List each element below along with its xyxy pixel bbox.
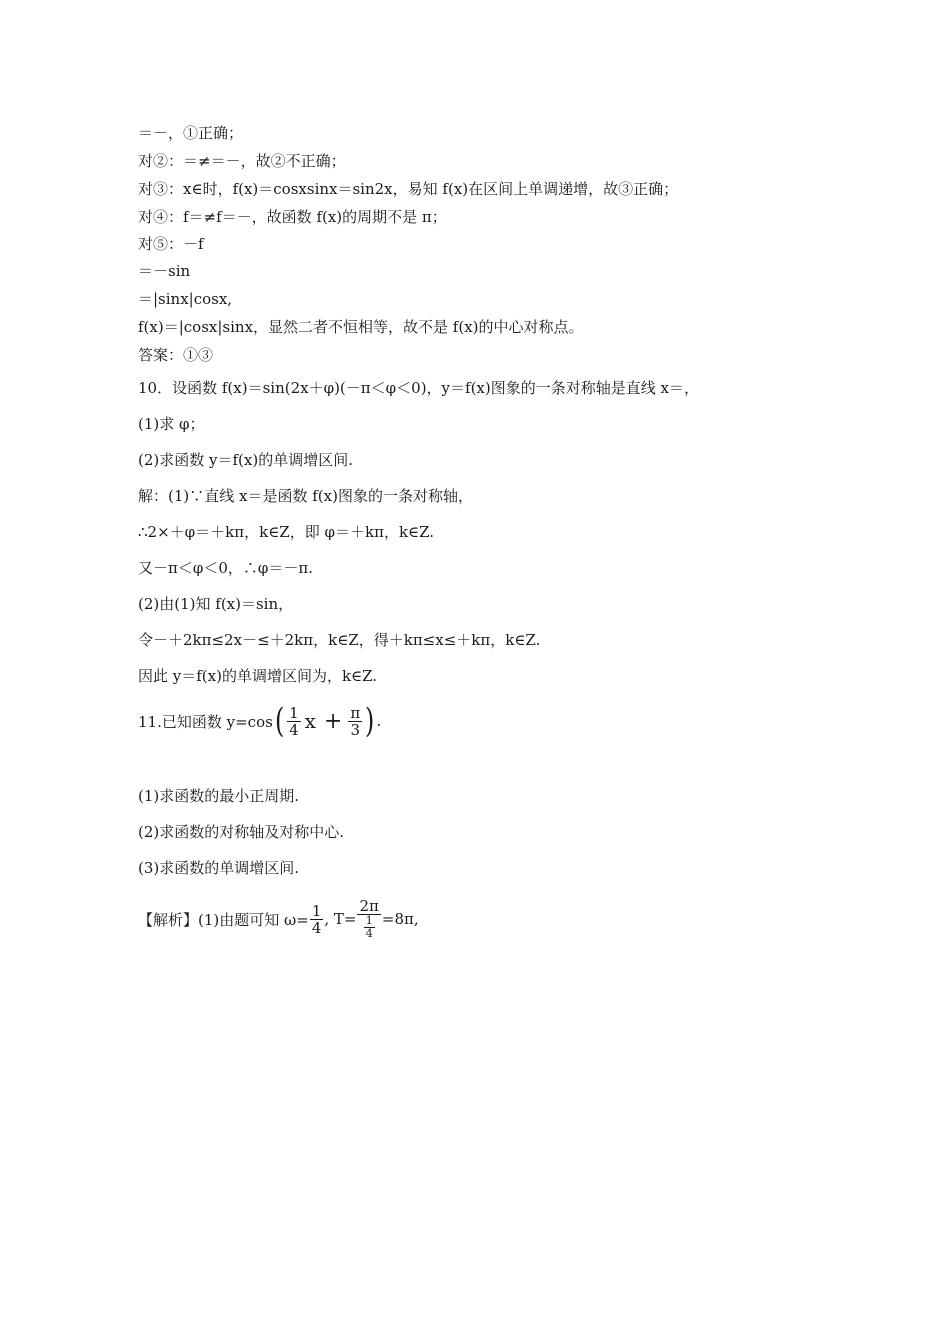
question-10-part-1: (1)求 φ； [138,415,205,433]
solution-line: 又－π＜φ＜0，∴φ＝－π. [138,559,314,577]
right-paren: ) [365,701,375,741]
solution-line: (2)由(1)知 f(x)＝sin， [138,595,294,613]
text-line: 对③：x∈时，f(x)＝cosxsinx＝sin2x，易知 f(x)在区间上单调递增，故③正确； [138,180,679,198]
plus-sign: + [323,708,343,734]
period-fraction: $\frac{2\pi}{\frac{1}{4}}$ [359,897,379,940]
solution-line: 因此 y＝f(x)的单调增区间为，k∈Z. [138,667,378,685]
answer-line: 答案：①③ [138,346,214,364]
period-denominator-fraction: $\frac{1}{4}$ [365,914,373,940]
text-line: 对④：f＝≠f＝－，故函数 f(x)的周期不是 π； [138,208,447,226]
fraction-one-quarter: $\frac{1}{4}$ [289,703,299,739]
text-line: ＝－，①正确； [138,124,244,142]
text-line: f(x)＝|cosx|sinx，显然二者不恒相等，故不是 f(x)的中心对称点。 [138,318,584,336]
text-line: 对②：＝≠＝－，故②不正确； [138,152,346,170]
question-11-title [138,702,381,740]
text-line: ＝－sin [138,262,191,280]
omega-fraction: $\frac{1}{4}$ [311,901,322,937]
solution-suffix: =8π, [381,910,419,928]
question-11-part-3: (3)求函数的单调增区间. [138,859,300,877]
q11-suffix: . [376,712,382,730]
question-11-part-1: (1)求函数的最小正周期. [138,787,300,805]
text-line: ＝|sinx|cosx, [138,290,233,308]
solution-line: 令－＋2kπ≤2x－≤＋2kπ，k∈Z，得＋kπ≤x≤＋kπ，k∈Z. [138,631,541,649]
solution-line: 解：(1)∵直线 x＝是函数 f(x)图象的一条对称轴， [138,487,473,505]
variable-x: x [304,709,316,733]
text-line: 对⑤：－f [138,235,204,253]
solution-prefix: 【解析】(1)由题可知 ω= [138,910,309,929]
q11-prefix: 11.已知函数 y=cos [138,712,273,731]
question-11-part-2: (2)求函数的对称轴及对称中心. [138,823,345,841]
solution-mid: , T= [324,910,357,928]
left-paren: ( [274,701,285,741]
question-10-part-2: (2)求函数 y＝f(x)的单调增区间. [138,451,353,469]
question-10-title: 10．设函数 f(x)＝sin(2x＋φ)(－π＜φ＜0)，y＝f(x)图象的一条对称轴是直线 x＝， [138,379,699,397]
fraction-pi-third: $\frac{\pi}{3}$ [350,703,361,739]
solution-11 [138,898,419,940]
solution-line: ∴2×＋φ＝＋kπ，k∈Z，即 φ＝＋kπ，k∈Z. [138,523,435,541]
